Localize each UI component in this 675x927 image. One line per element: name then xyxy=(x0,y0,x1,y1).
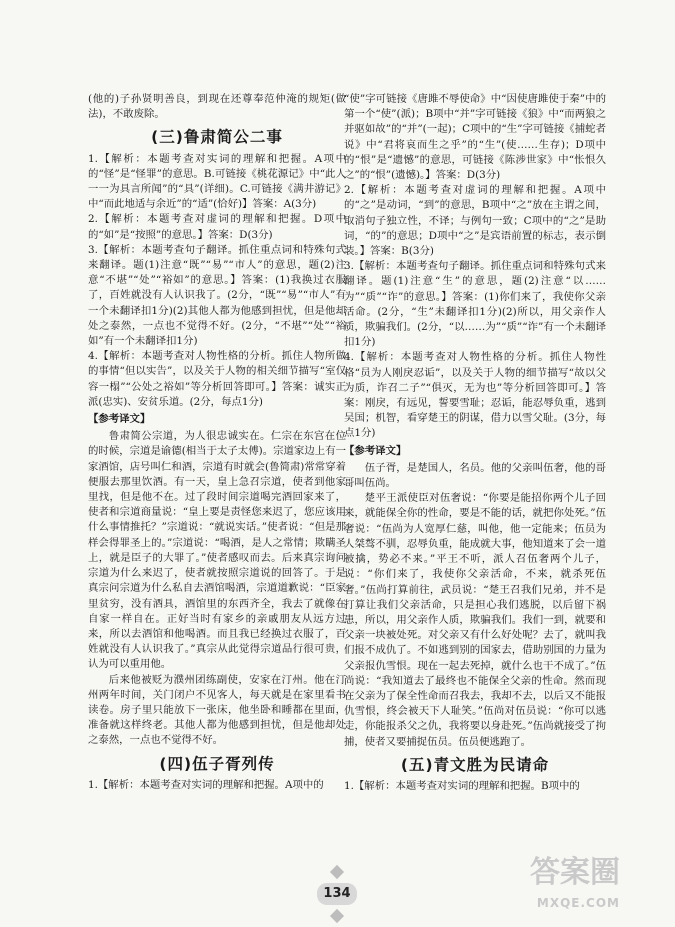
answer-item-4-right: 4.【解析：本题考查对人物性格的分析。抓住人物性格“员为人刚戾忍诟”，以及关于人物的细节描写“故以父为质，诈召二子”“俱灭，无为也”等分析回答即可。】答案：刚戾，有远见，誓要雪耻；忍诟，能忍辱负重，逃到吴国；机智，看穿楚王的阴谋，借力以雪父耻。(3分，每点1分) xyxy=(344,351,606,440)
section5-answer-item-1: 1.【解析：本题考查对实词的理解和把握。B项中的 xyxy=(344,779,580,792)
translation-paragraph-right-1: 伍子胥，是楚国人，名员。他的父亲叫伍奢，他的哥哥叫伍尚。 xyxy=(344,461,606,490)
answer-item-2-right: 2.【解析：本题考查对虚词的理解和把握。A项中的“之”是动词，“到”的意思，B项中“之”放在主谓之间，取消句子独立性，不译；与例句一致；C项中的“之”是助词，“的”的意思；D项中“之”是宾语前置的标志，表示倒装。】答案：B(3分) xyxy=(344,184,606,258)
section4-answer-item-1: 1.【解析：本题考查对实词的理解和把握。A项中的 xyxy=(88,778,324,791)
page-number: 134 xyxy=(312,861,362,883)
section-title-3: (三)鲁肃简公二事 xyxy=(151,128,283,147)
section-title-5: (五)青文胜为民请命 xyxy=(400,755,550,774)
translation-paragraph-right-2: 楚平王派使臣对伍奢说：“你要是能招你两个儿子回来，就能保全你的性命，要是不能的话，就把你处死。”伍奢说：“伍尚为人宽厚仁慈，叫他，他一定能来；伍员为人桀骜不驯，忍辱负重，能成就大事，他知道来了会一道被擒，势必不来。”平王不听，派人召伍奢两个儿子，说：“你们来了，我使你父亲活命，不来，就杀死伍奢。”伍尚打算前往，武员说：“楚王召我们兄弟，并不是打算让我们父亲活命，只是担心我们逃脱，以后留下祸患，所以，用父亲作人质，欺骗我们。我们一到，就要和父亲一块被处死。对父亲又有什么好处呢？去了，就叫我们报不成仇了。不如逃到别的国家去，借助别国的力量为父亲报仇雪恨。现在一起去死掉，就什么也干不成了。”伍尚说：“我知道去了最终也不能保全父亲的性命。然而现在父亲为了保全性命而召我去，我却不去，以后又不能报仇雪恨，终会被天下人耻笑。”伍尚对伍员说：“你可以逃走，你能报杀父之仇，我将要以身赴死。”伍尚就接受了拘捕，使者又要捕捉伍员。伍员便逃跑了。 xyxy=(344,492,606,748)
diamond-ornament-icon xyxy=(330,864,344,878)
reference-translation-label: 【参考译文】 xyxy=(88,413,151,426)
section-title-4: (四)伍子胥列传 xyxy=(159,754,275,773)
watermark-logo: 答案圈 MXQE.COM xyxy=(530,855,620,910)
answer-item-1: 1.【解析：本题考查对实词的理解和把握。A项中的“怪”是“怪罪”的意思。B.可链接《桃花源记》中“此人一一为具言所闻”的“具”(详细)。C.可链接《满井游记》中“而此地适与余近”的“适”(恰好)】答案：A(3分) xyxy=(88,152,346,211)
answer-item-4: 4.【解析：本题考查对人物性格的分析。抓住人物所做的事情“但以实告”，以及关于人物的相关细节描写“室仅容一榻”“公处之裕如”等分析回答即可。】答案：诚实正派(忠实)、安贫乐道。(2分，每点1分) xyxy=(88,350,346,408)
intro-paragraph: (他的)子孙贤明善良，到现在还尊奉范仲淹的规矩(做法)，不敢废除。 xyxy=(88,93,346,121)
reference-translation-label-right: 【参考译文】 xyxy=(344,444,407,457)
right-column xyxy=(344,92,606,794)
answer-item-3: 3.【解析：本题考查句子翻译。抓住重点词和特殊句式来翻译。题(1)注意“既”“易”“市人”的意思，题(2)注意“不堪”“处”“裕如”的意思。】答案：(1)我换过衣服了，百姓就没有人认识我了。(2分，“既”“易”“市人”有一个未翻译扣1分)(2)其他人都为他感到担忧，但是他却处之泰然，一点也不觉得不好。(2分，“不堪”“处”“裕如”有一个未翻译扣1分) xyxy=(88,243,346,348)
translation-paragraph-1: 鲁肃简公宗道，为人很忠诚实在。仁宗在东宫在位的时候，宗道是谕德(相当于太子太傅)。宗道家边上有一家酒馆，店号叫仁和酒，宗道有时就会(鲁简肃)常常穿着便服去那里饮酒。有一天，皇上急召宗道，使者到他家里找，但是他不在。过了段时间宗道喝完酒回家来了，使者和宗道商量说：“皇上要是责怪您来迟了，您应该用什么事情推托？”宗道说：“就说实话。”使者说：“但是那样会得罪圣上的。”宗道说：“喝酒，是人之常情；欺瞒圣上，就是臣子的大罪了。”使者感叹而去。后来真宗询问宗道为什么来迟了，使者就按照宗道说的回答了。于是真宗问宗道为什么私自去酒馆喝酒，宗道道歉说：“臣家里贫穷，没有酒具，酒馆里的东西齐全，我去了就像在自家一样自在。正好当时有家乡的亲戚朋友从远方过来，所以去酒馆和他喝酒。而且我已经换过衣服了，百姓就没有人认识我了。”真宗从此觉得宗道品行很可贵，认为可以重用他。 xyxy=(88,430,346,671)
diamond-ornament-icon xyxy=(330,908,344,922)
answer-item-2: 2.【解析：本题考查对虚词的理解和把握。D项中的“如”是“按照”的意思。】答案：D(3分) xyxy=(88,213,346,241)
continued-answer: “使”字可链接《唐雎不辱使命》中“因使唐雎使于秦”中的第一个“使”(派)；B项中“并”字可链接《狼》中“而两狼之并驱如故”的“并”(一起)；C项中的“生”字可链接《捕蛇者说》中“君将哀而生之乎”的“生”(使……生存)；D项中的“恨”是“遗憾”的意思，可链接《陈涉世家》中“怅恨久之”的“恨”(遗憾)。】答案：D(3分) xyxy=(344,93,606,182)
answer-item-3-right: 3.【解析：本题考查句子翻译。抓住重点词和特殊句式来翻译。题(1)注意“生”的意思，题(2)注意“以……为”“质”“诈”的意思。】答案：(1)你们来了，我使你父亲活命。(2分，“生”未翻译扣1分)(2)所以，用父亲作人质，欺骗我们。(2分，“以……为”“质”“诈”有一个未翻译扣1分) xyxy=(344,260,606,349)
left-column xyxy=(88,92,346,793)
translation-paragraph-2: 后来他被贬为濮州团练副使，安家在汀州。他在汀州两年时间，关门闭户不见客人，每天就是在家里看书读卷。房子里只能放下一张床，他坐卧和睡都在里面，准备就这样终老。其他人都为他感到担忧，但是他却处之泰然，一点也不觉得不好。 xyxy=(88,673,346,747)
